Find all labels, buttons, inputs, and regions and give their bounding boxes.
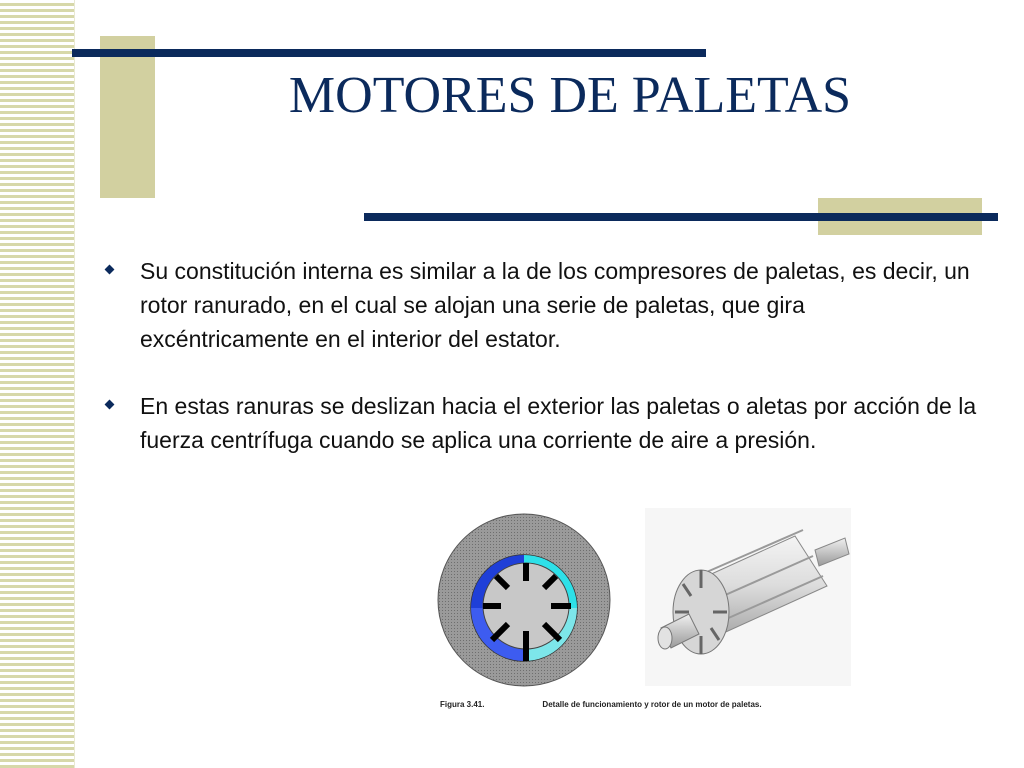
striped-side-border — [0, 0, 74, 768]
diamond-bullet-icon — [105, 265, 115, 275]
bullet-text: Su constitución interna es similar a la de los compresores de paletas, es decir, un rotor ranurado, en el cual se alojan una serie de paletas, que gira excéntricamente en el interior del estator. — [140, 258, 970, 352]
shaft-end — [658, 627, 672, 649]
vane-motor-section-diagram — [436, 511, 614, 689]
bullet-item — [100, 254, 980, 356]
bullet-text: En estas ranuras se deslizan hacia el exterior las paletas o aletas por acción de la fuerza centrífuga cuando se aplica una corriente de aire a presión. — [140, 393, 977, 453]
decor-rule-bottom — [364, 213, 998, 221]
side-border-edge — [74, 0, 75, 768]
bullet-list — [100, 254, 980, 457]
figure-label: Figura 3.41. — [440, 700, 485, 709]
vane-rotor-illustration — [645, 508, 851, 686]
decor-tan-block-top — [100, 36, 155, 198]
decor-rule-top — [72, 49, 706, 57]
diamond-bullet-icon — [105, 400, 115, 410]
figure-caption-text: Detalle de funcionamiento y rotor de un motor de paletas. — [542, 700, 762, 709]
slide-title: MOTORES DE PALETAS — [288, 67, 852, 124]
bullet-item — [100, 389, 980, 457]
